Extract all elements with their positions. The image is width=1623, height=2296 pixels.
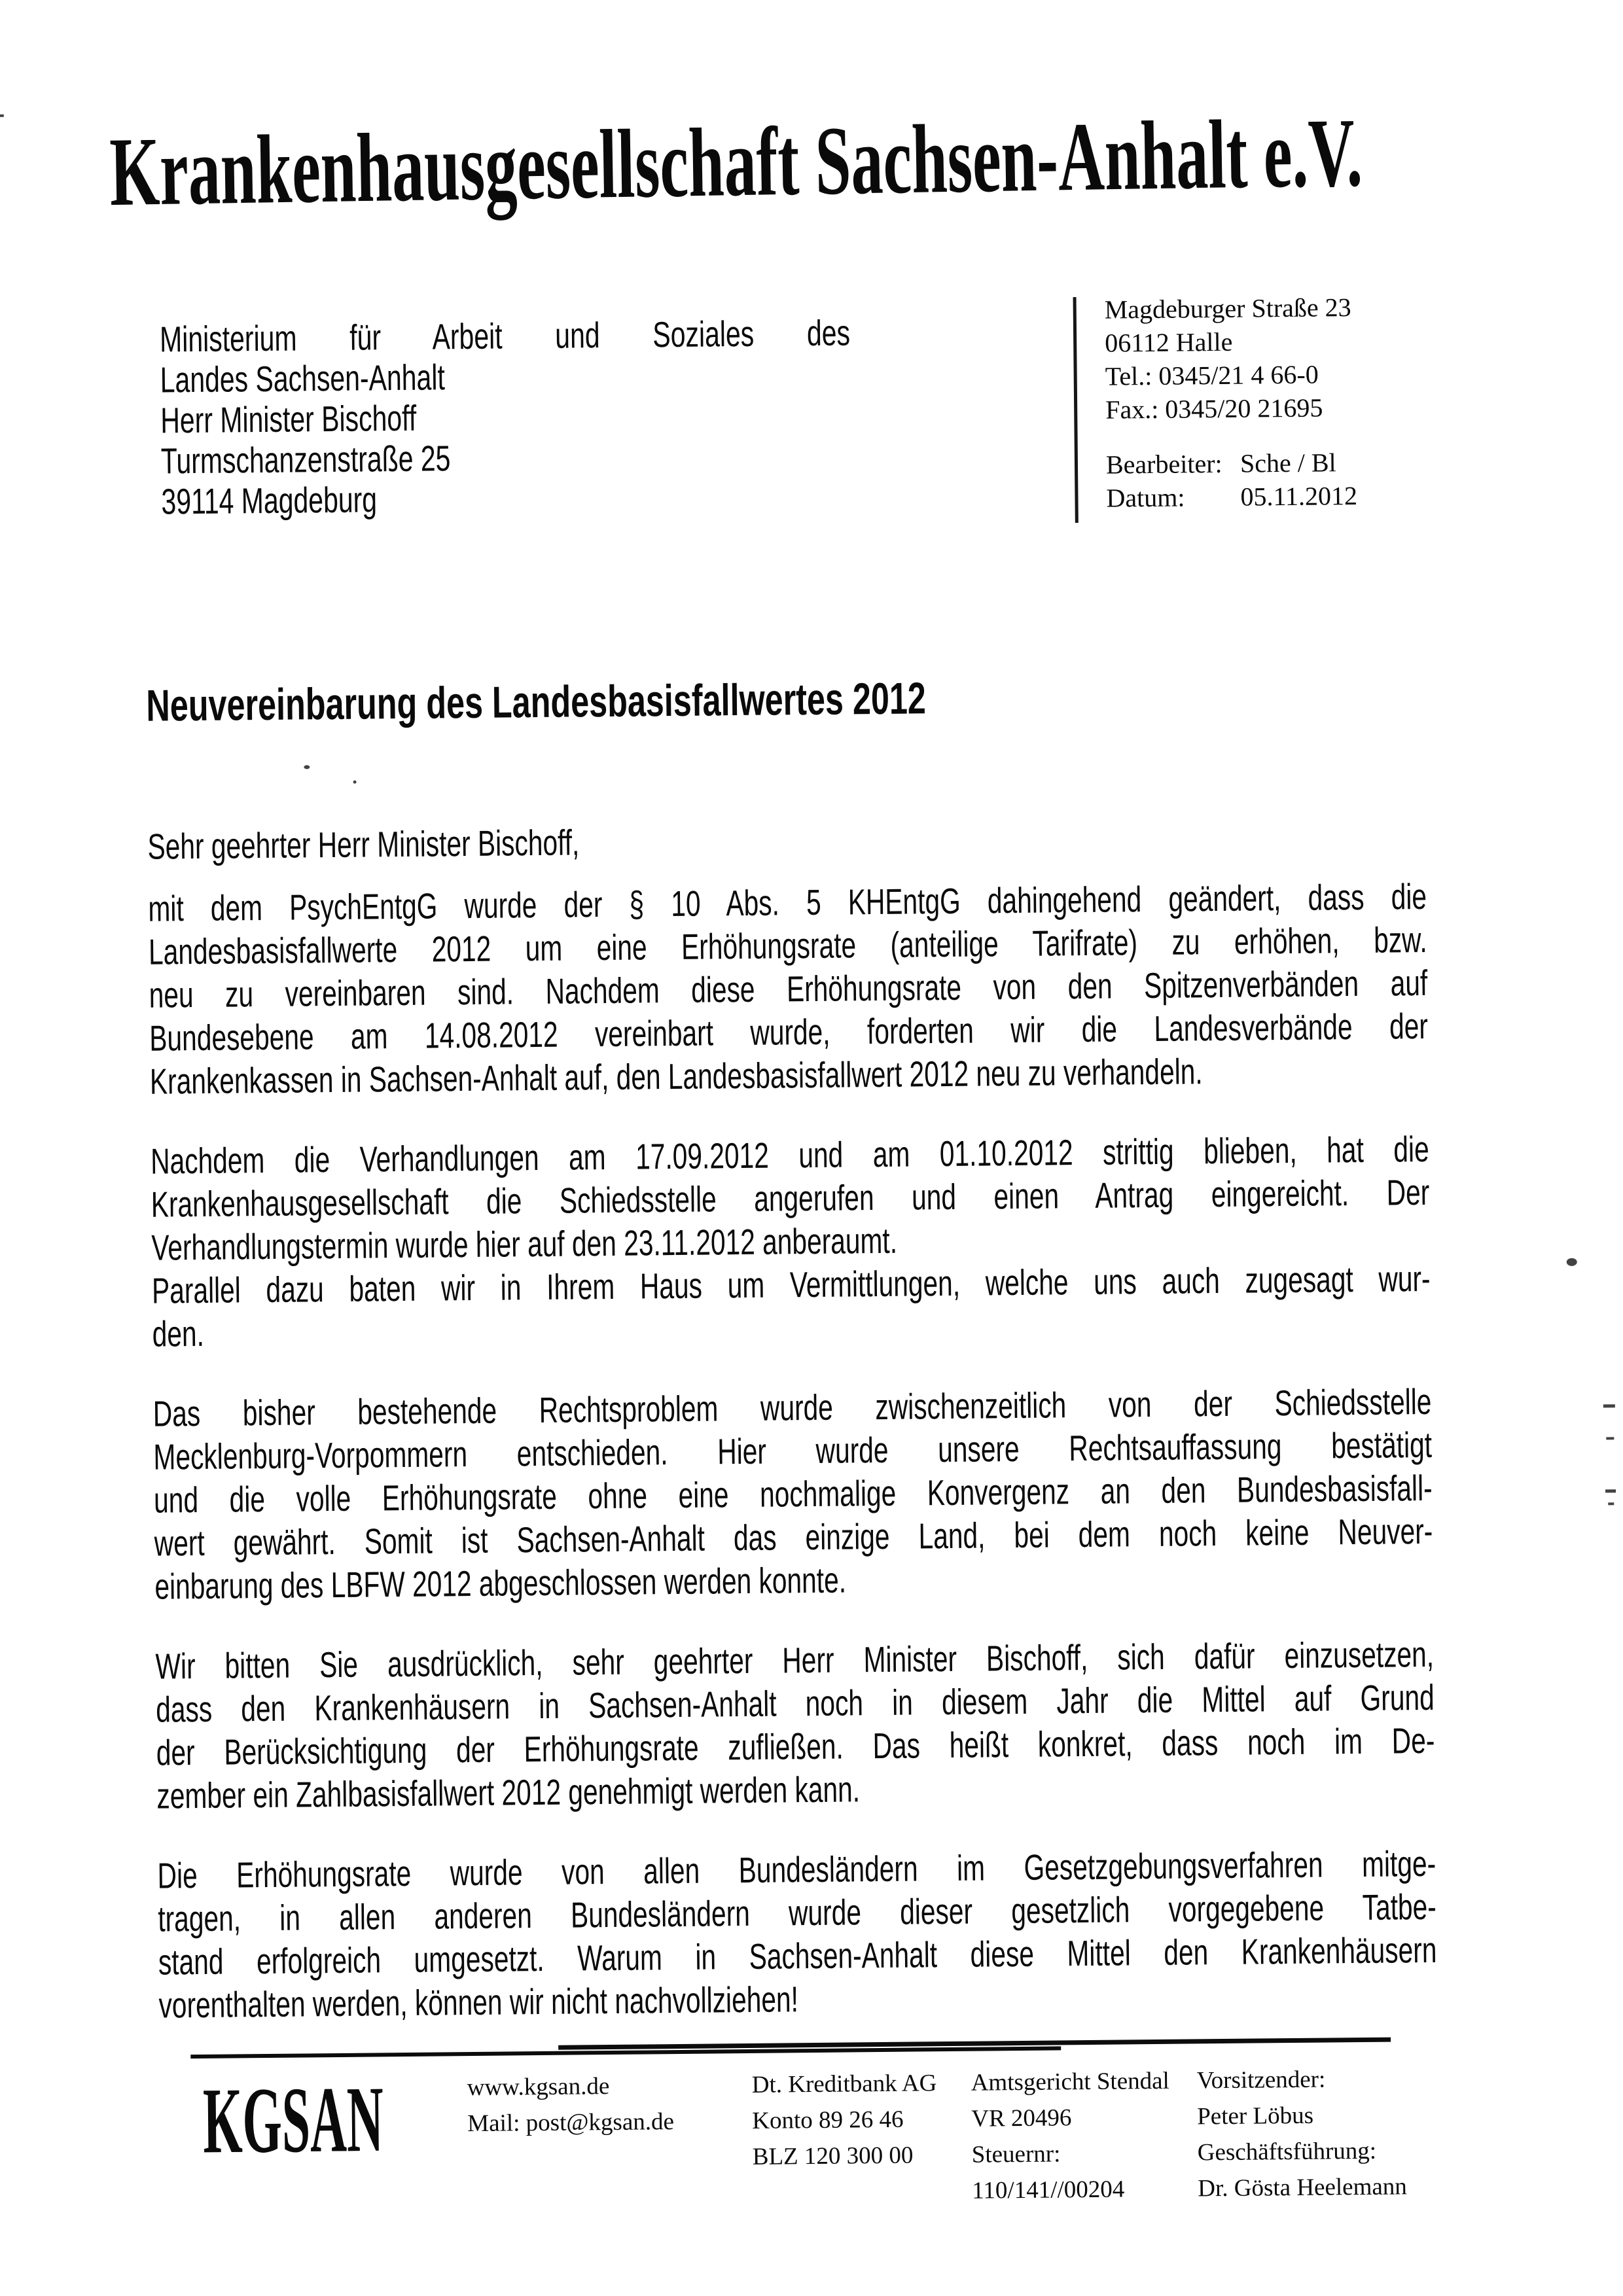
scan-artifact xyxy=(1608,1502,1614,1505)
text-line: Landesbasisfallwerte 2012 um eine Erhöhungsrate (anteilige Tarifrate) zu erhöhen, bzw. xyxy=(148,919,1427,972)
paragraph xyxy=(155,1633,1435,1818)
scan-artifact xyxy=(1606,1437,1614,1439)
text-line: Konto 89 26 46 xyxy=(752,2106,904,2134)
vertical-divider xyxy=(1073,297,1079,523)
text-line: Wir bitten Sie ausdrücklich, sehr geehrter Herr Minister Bischoff, sich dafür einzusetzen, xyxy=(155,1633,1435,1687)
text-line: dass den Krankenhäusern in Sachsen-Anhalt noch in diesem Jahr die Mittel auf Grund xyxy=(155,1676,1435,1730)
text-line: neu zu vereinbaren sind. Nachdem diese Erhöhungsrate von den Spitzenverbänden auf xyxy=(149,962,1428,1016)
bearbeiter-label: Bearbeiter: xyxy=(1105,448,1222,480)
text-line: und die volle Erhöhungsrate ohne eine nochmalige Konvergenz an den Bundesbasisfall- xyxy=(153,1467,1433,1521)
text-line: Krankenhausgesellschaft die Schiedsstelle angerufen und einen Antrag eingereicht. Der xyxy=(151,1171,1430,1225)
footer-board-column xyxy=(1196,2060,1407,2206)
text-line: Die Erhöhungsrate wurde von allen Bundesländern im Gesetzgebungsverfahren mitge- xyxy=(157,1843,1436,1896)
scan-artifact xyxy=(304,765,310,769)
text-line: den. xyxy=(152,1313,205,1354)
scan-artifact xyxy=(0,115,4,117)
text-line: Parallel dazu baten wir in Ihrem Haus um Vermittlungen, welche uns auch zugesagt wur- xyxy=(151,1258,1431,1311)
recipient-address xyxy=(160,312,852,521)
text-line: Landes Sachsen-Anhalt xyxy=(160,357,446,400)
page-title xyxy=(109,88,1623,226)
scan-artifact xyxy=(1605,1489,1616,1492)
salutation: Sehr geehrter Herr Minister Bischoff, xyxy=(147,822,580,867)
text-line: VR 20496 xyxy=(971,2104,1072,2132)
sender-address-lines xyxy=(1104,289,1524,427)
text-line: Turmschanzenstraße 25 xyxy=(160,438,451,482)
text-line: Magdeburger Straße 23 xyxy=(1104,292,1351,325)
text-line: stand erfolgreich umgesetzt. Warum in Sachsen-Anhalt diese Mittel den Krankenhäusern xyxy=(158,1929,1437,1983)
text-line: Geschäftsführung: xyxy=(1197,2137,1377,2166)
scan-artifact xyxy=(1603,1404,1615,1407)
paragraph xyxy=(148,875,1429,1103)
text-line: Ministerium für Arbeit und Soziales des xyxy=(159,312,851,360)
text-line: Mail: post@kgsan.de xyxy=(467,2108,675,2138)
text-line: BLZ 120 300 00 xyxy=(752,2142,914,2170)
scan-artifact xyxy=(353,781,357,784)
paragraph xyxy=(151,1127,1431,1356)
company-logo: KGSAN xyxy=(202,2068,384,2174)
text-line: 110/141//00204 xyxy=(972,2176,1125,2204)
text-line: Herr Minister Bischoff xyxy=(160,397,417,441)
text-line: Verhandlungstermin wurde hier auf den 23.11.2012 anberaumt. xyxy=(151,1220,898,1268)
datum-row xyxy=(1106,477,1525,514)
text-line: Krankenkassen in Sachsen-Anhalt auf, den Landesbasisfallwert 2012 neu zu verhandeln. xyxy=(149,1051,1203,1102)
text-line: Dr. Gösta Heelemann xyxy=(1198,2173,1408,2202)
text-line: www.kgsan.de xyxy=(467,2073,610,2102)
text-line: Das bisher bestehende Rechtsproblem wurde zwischenzeitlich von der Schiedsstelle xyxy=(152,1381,1432,1434)
text-line: mit dem PsychEntgG wurde der § 10 Abs. 5 KHEntgG dahingehend geändert, dass die xyxy=(148,875,1427,929)
footer-web-column xyxy=(467,2068,674,2142)
sender-info-panel xyxy=(1104,289,1525,515)
bearbeiter-row xyxy=(1106,444,1525,481)
org-name-text: Krankenhausgesellschaft Sachsen-Anhalt e.V. xyxy=(109,98,1364,227)
text-line: vorenthalten werden, können wir nicht nachvollziehen! xyxy=(158,1979,799,2026)
text-line: Amtsgericht Stendal xyxy=(971,2067,1170,2096)
paragraph xyxy=(153,1380,1434,1608)
letter-body xyxy=(148,875,1438,2064)
text-line: 39114 Magdeburg xyxy=(161,479,378,522)
text-line: Dt. Kreditbank AG xyxy=(751,2070,937,2098)
text-line: Mecklenburg-Vorpommern entschieden. Hier wurde unsere Rechtsauffassung bestätigt xyxy=(153,1424,1433,1477)
text-line: zember ein Zahlbasisfallwert 2012 genehmigt werden kann. xyxy=(156,1769,861,1816)
scan-artifact xyxy=(1567,1258,1577,1266)
text-line: Bundesebene am 14.08.2012 vereinbart wurde, forderten wir die Landesverbände der xyxy=(149,1005,1429,1059)
text-line: wert gewährt. Somit ist Sachsen-Anhalt das einzige Land, bei dem noch keine Neuver- xyxy=(154,1510,1433,1564)
datum-label: Datum: xyxy=(1106,482,1185,513)
text-line: Vorsitzender: xyxy=(1196,2066,1326,2094)
text-line: Fax.: 0345/20 21695 xyxy=(1105,393,1323,425)
text-line: der Berücksichtigung der Erhöhungsrate zufließen. Das heißt konkret, dass noch im De- xyxy=(156,1720,1435,1773)
text-line: Steuernr: xyxy=(971,2140,1061,2168)
text-line: Peter Löbus xyxy=(1197,2102,1314,2130)
paragraph xyxy=(157,1842,1437,2027)
subject-line: Neuvereinbarung des Landesbasisfallwertes 2012 xyxy=(146,673,927,731)
text-line: einbarung des LBFW 2012 abgeschlossen werden konnte. xyxy=(154,1559,847,1607)
bearbeiter-value: Sche / Bl xyxy=(1240,448,1336,478)
text-line: Nachdem die Verhandlungen am 17.09.2012 und am 01.10.2012 strittig blieben, hat die xyxy=(150,1128,1429,1182)
datum-value: 05.11.2012 xyxy=(1240,480,1358,512)
footer-bank-column xyxy=(751,2065,937,2175)
text-line: tragen, in allen anderen Bundesländern wurde dieser gesetzlich vorgegebene Tatbe- xyxy=(157,1886,1437,1939)
footer-court-column xyxy=(971,2063,1170,2209)
text-line: 06112 Halle xyxy=(1104,327,1233,358)
text-line: Tel.: 0345/21 4 66-0 xyxy=(1105,359,1319,391)
